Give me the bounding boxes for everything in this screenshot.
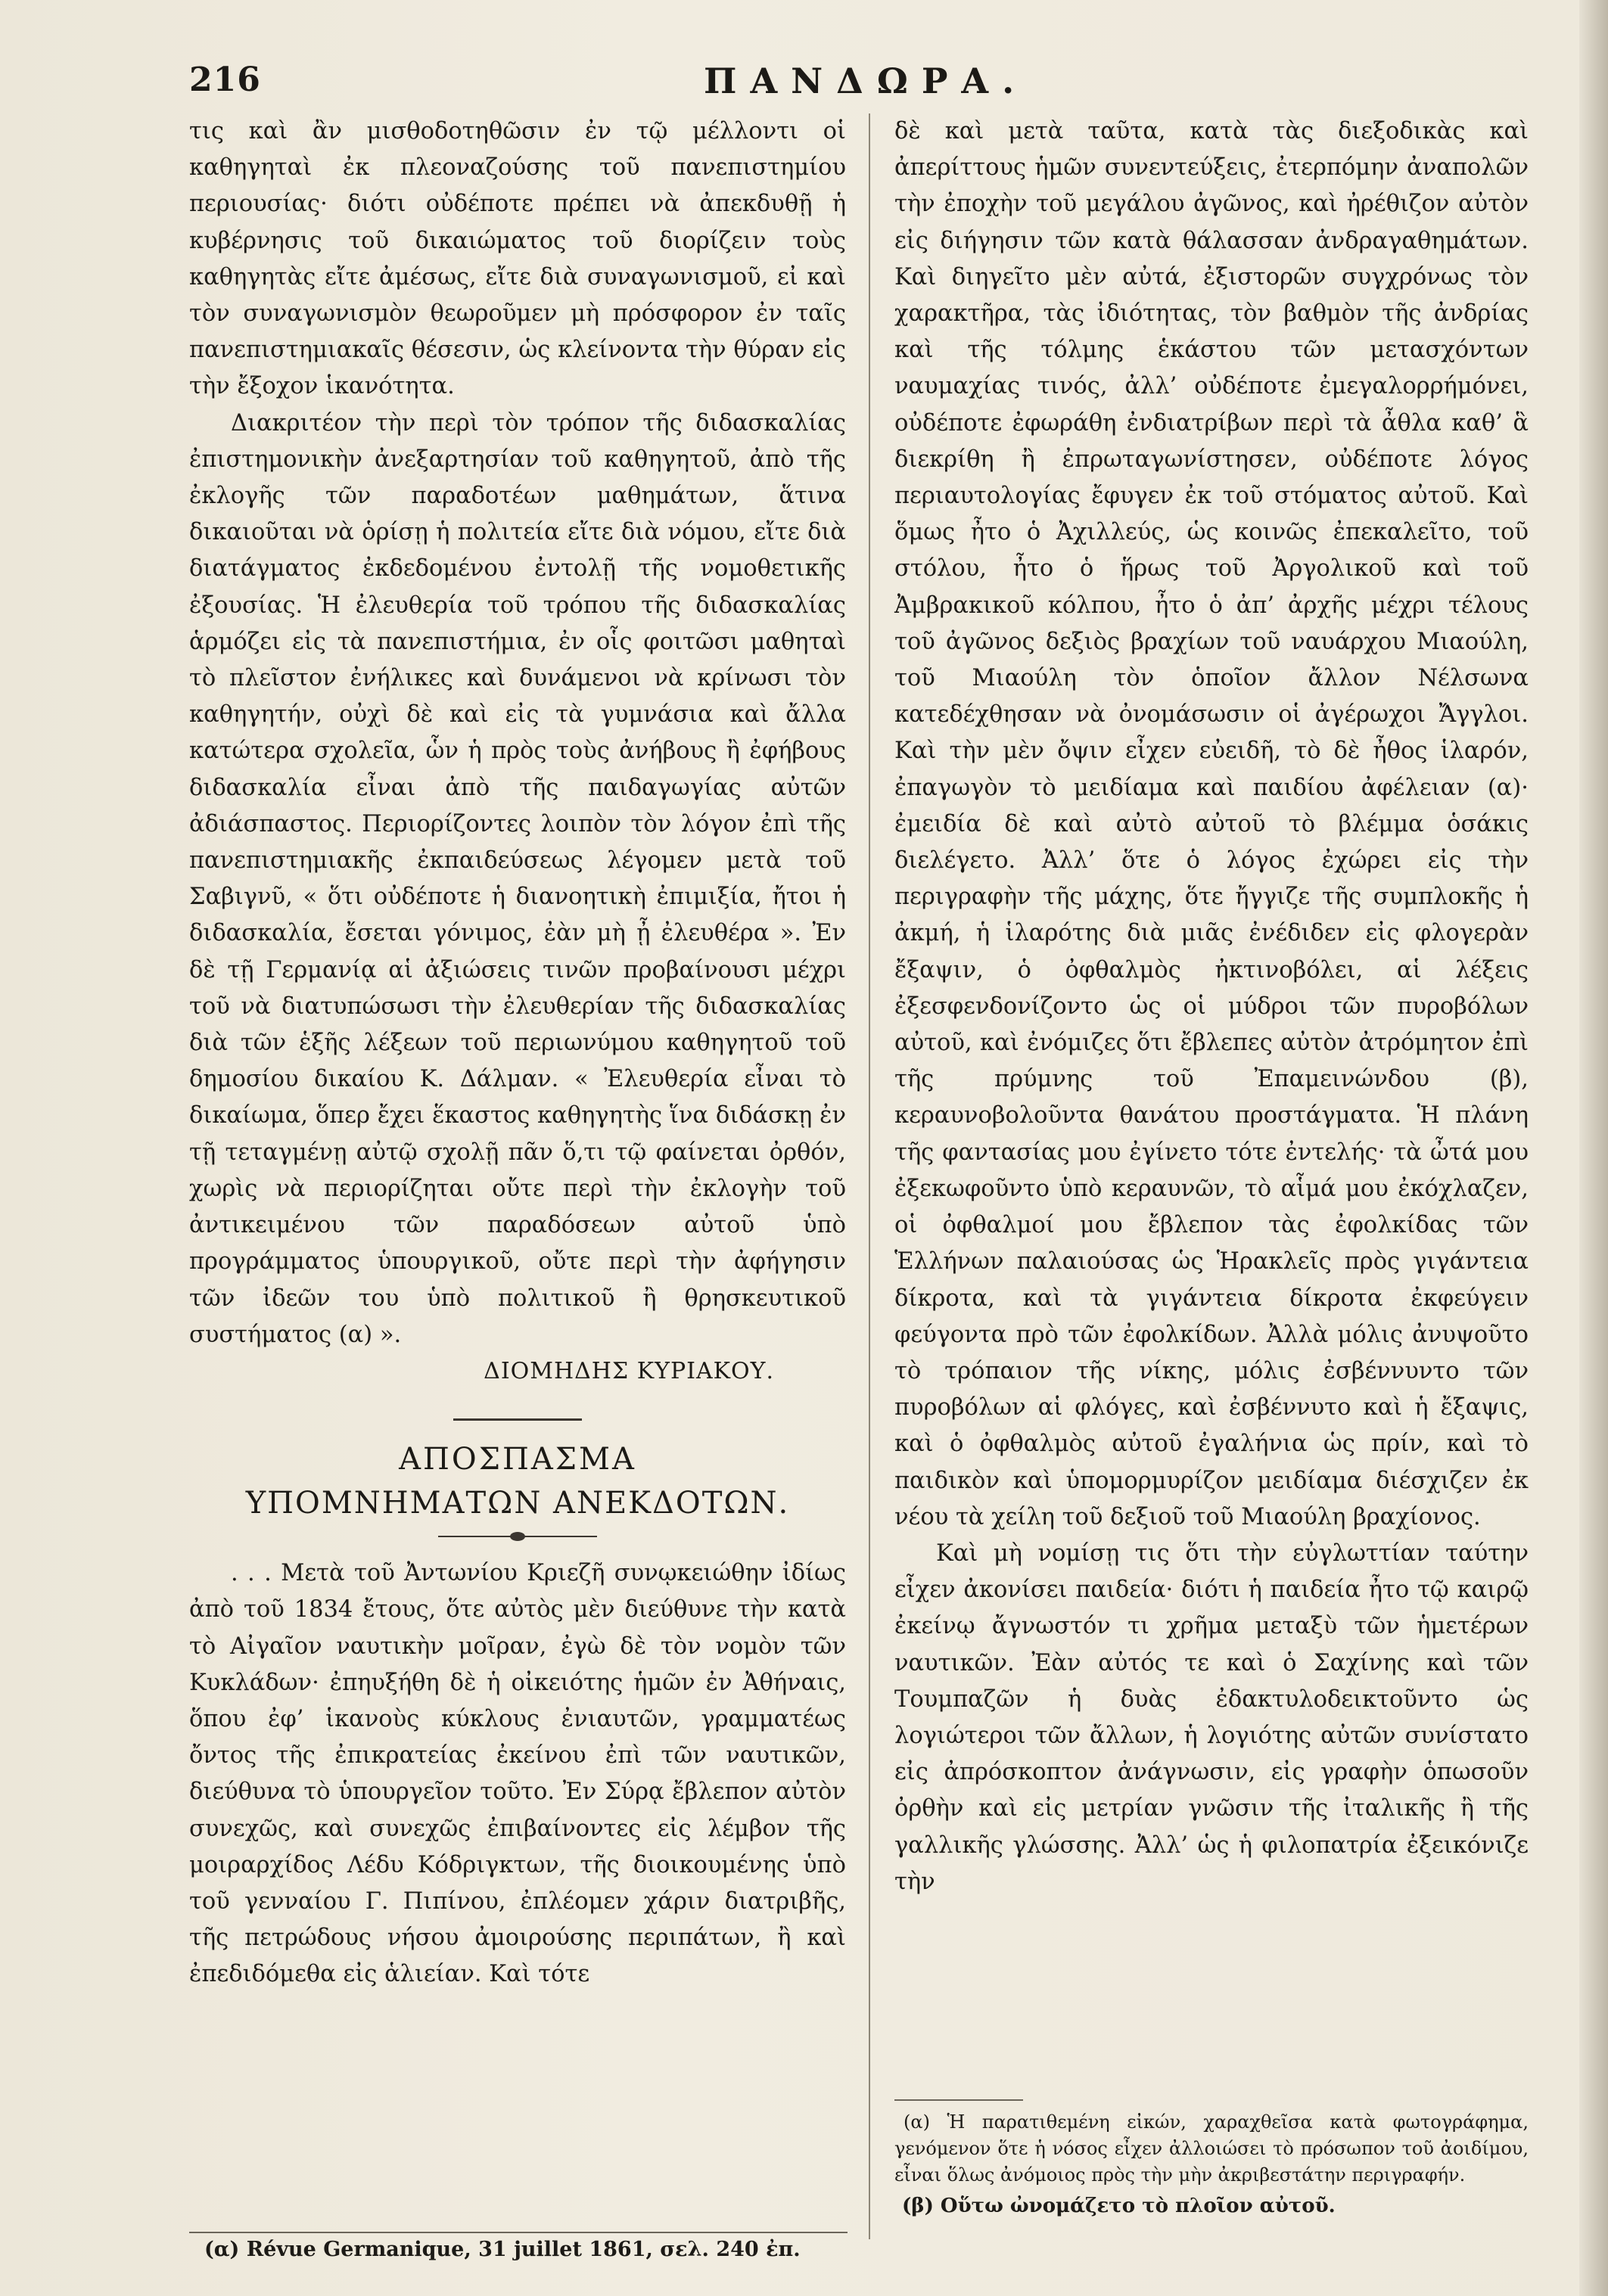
section-title-line1: ΑΠΟΣΠΑΣΜΑ [399,1442,636,1477]
footnote-rule-right [894,2099,1023,2101]
section-rule [453,1418,582,1421]
right-paragraph-1: δὲ καὶ μετὰ ταῦτα, κατὰ τὰς διεξοδικὰς καὶ ἀπερίττους ἡμῶν συνεντεύξεις, ἐτερπόμην ἀναπολῶν τὴν ἐποχὴν τοῦ μεγάλου ἀγῶνος, καὶ ἠρέθιζον αὐτὸν εἰς διήγησιν τῶν κατὰ θάλασσαν ἀνδραγαθημάτων. Καὶ διηγεῖτο μὲν αὐτά, ἐξιστορῶν συγχρόνως τὸν χαρακτῆρα, τὰς ἰδιότητας, τὸν βαθμὸν τῆς ἀνδρίας καὶ τῆς τόλμης ἑκάστου τῶν μετασχόντων ναυμαχίας τινός, ἀλλ’ οὐδέποτε ἐμεγαλορρήμόνει, οὐδέποτε ἐφωράθη ἐνδιατρίβων περὶ τὰ ἆθλα καθ’ ἃ διεκρίθη ἢ ἐπρωταγωνίστησεν, οὐδέποτε λόγος περιαυτολογίας ἔφυγεν ἐκ τοῦ στόματος αὐτοῦ. Καὶ ὅμως ἦτο ὁ Ἀχιλλεύς, ὡς κοινῶς ἐπεκαλεῖτο, τοῦ στόλου, ἦτο ὁ ἥρως τοῦ Ἀργολικοῦ καὶ τοῦ Ἀμβρακικοῦ κόλπου, ἦτο ὁ ἀπ’ ἀρχῆς μέχρι τέλους τοῦ ἀγῶνος δεξιὸς βραχίων τοῦ ναυάρχου Μιαούλη, τοῦ Μιαούλη τὸν ὁποῖον ἄλλον Νέλσωνα κατεδέχθησαν νὰ ὀνομάσωσιν οἱ ἀγέρωχοι Ἄγγλοι. Καὶ τὴν μὲν ὄψιν εἶχεν εὐειδῆ, τὸ δὲ ἦθος ἱλαρόν, ἐπαγωγὸν τὸ μειδίαμα καὶ παιδίου ἀφέλειαν (α)· ἐμειδία δὲ καὶ αὐτὸ αὐτοῦ τὸ βλέμμα ὁσάκις διελέγετο. Ἀλλ’ ὅτε ὁ λόγος ἐχώρει εἰς τὴν περιγραφὴν τῆς μάχης, ὅτε ἤγγιζε τῆς συμπλοκῆς ἡ ἀκμή, ἡ ἱλαρότης διὰ μιᾶς ἐνέδιδεν εἰς φλογερὰν ἔξαψιν, ὁ ὀφθαλμὸς ἠκτινοβόλει, αἱ λέξεις ἐξεσφενδονίζοντο ὡς οἱ μύδροι τῶν πυροβόλων αὐτοῦ, καὶ ἐνόμιζες ὅτι ἔβλεπες αὐτὸν ἀτρόμητον ἐπὶ τῆς πρύμνης τοῦ Ἐπαμεινώνδου (β), κεραυνοβολοῦντα θανάτου προστάγματα. Ἡ πλάνη τῆς φαντασίας μου ἐγίνετο τότε ἐντελής· τὰ ὦτά μου ἐξεκωφοῦντο ὑπὸ κεραυνῶν, τὸ αἷμά μου ἐκόχλαζεν, οἱ ὀφθαλμοί μου ἔβλεπον τὰς ἐφολκίδας τῶν Ἑλλήνων παλαιούσας ὡς Ἡρακλεῖς πρὸς γιγάντεια δίκροτα, καὶ τὰ γιγάντεια δίκροτα ἐκφεύγειν φεύγοντα πρὸ τῶν ἐφολκίδων. Ἀλλὰ μόλις ἀνυψοῦτο τὸ τρόπαιον τῆς νίκης, μόλις ἐσβέννυντο τῶν πυροβόλων αἱ φλόγες, καὶ ἐσβέννυτο καὶ ἡ ἔξαψις, καὶ ὁ ὀφθαλμὸς αὐτοῦ ἐγαλήνια ὡς πρίν, καὶ τὸ παιδικὸν καὶ ὑπομορμυρίζον μειδίαμα διέσχιζεν ἐκ νέου τὰ χείλη τοῦ δεξιοῦ τοῦ Μιαούλη βραχίονος. [894,118,1529,1530]
footnotes-right [894,2109,1529,2220]
right-column [894,113,1529,1900]
section-paragraph: . . . Μετὰ τοῦ Ἀντωνίου Κριεζῆ συνῳκειώθην ἰδίως ἀπὸ τοῦ 1834 ἔτους, ὅτε αὐτὸς μὲν διεύθυνε τὴν κατὰ τὸ Αἰγαῖον ναυτικὴν μοῖραν, ἐγὼ δὲ τὸν νομὸν τῶν Κυκλάδων· ἐπηυξήθη δὲ ἡ οἰκειότης ἡμῶν ἐν Ἀθήναις, ὅπου ἐφ’ ἱκανοὺς κύκλους ἐνιαυτῶν, γραμματέως ὄντος τῆς ἐπικρατείας ἐκείνου ἐπὶ τῶν ναυτικῶν, διεύθυνα τὸ ὑπουργεῖον τοῦτο. Ἐν Σύρᾳ ἔβλεπον αὐτὸν συνεχῶς, καὶ συνεχῶς ἐπιβαίνοντες εἰς λέμβον τῆς μοιραρχίδος Λέδυ Κόδριγκτων, τῆς διοικουμένης ὑπὸ τοῦ γενναίου Γ. Πιπίνου, ἐπλέομεν χάριν διατριβῆς, τῆς πετρώδους νήσου ἀμοιρούσης περιπάτων, ἢ καὶ ἐπεδιδόμεθα εἰς ἁλιείαν. Καὶ τότε [189,1560,846,1988]
page-header [189,61,1355,106]
ornament-divider [438,1531,597,1542]
left-column [189,113,846,1993]
left-paragraph-2: Διακριτέον τὴν περὶ τὸν τρόπον τῆς διδασκαλίας ἐπιστημονικὴν ἀνεξαρτησίαν τοῦ καθηγητοῦ, ἀπὸ τῆς ἐκλογῆς τῶν παραδοτέων μαθημάτων, ἅτινα δικαιοῦται νὰ ὁρίσῃ ἡ πολιτεία εἴτε διὰ νόμου, εἴτε διὰ διατάγματος ἐκδεδομένου ἐντολῇ τῆς νομοθετικῆς ἐξουσίας. Ἡ ἐλευθερία τοῦ τρόπου τῆς διδασκαλίας ἁρμόζει εἰς τὰ πανεπιστήμια, ἐν οἷς φοιτῶσι μαθηταὶ τὸ πλεῖστον ἐνήλικες καὶ δυνάμενοι νὰ κρίνωσι τὸν καθηγητήν, οὐχὶ δὲ καὶ εἰς τὰ γυμνάσια καὶ ἄλλα κατώτερα σχολεῖα, ὧν ἡ πρὸς τοὺς ἀνήβους ἢ ἐφήβους διδασκαλία εἶναι ἀπὸ τῆς παιδαγωγίας αὐτῶν ἀδιάσπαστος. Περιορίζοντες λοιπὸν τὸν λόγον ἐπὶ τῆς πανεπιστημιακῆς ἐκπαιδεύσεως λέγομεν μετὰ τοῦ Σαβιγνῦ, « ὅτι οὐδέποτε ἡ διανοητικὴ ἐπιμιξία, ἤτοι ἡ διδασκαλία, ἔσεται γόνιμος, ἐὰν μὴ ᾖ ἐλευθέρα ». Ἐν δὲ τῇ Γερμανίᾳ αἱ ἀξιώσεις τινῶν προβαίνουσι μέχρι τοῦ νὰ διατυπώσωσι τὴν ἐλευθερίαν τῆς διδασκαλίας διὰ τῶν ἑξῆς λέξεων τοῦ περιωνύμου καθηγητοῦ τοῦ δημοσίου δικαίου Κ. Δάλμαν. « Ἐλευθερία εἶναι τὸ δικαίωμα, ὅπερ ἔχει ἕκαστος καθηγητὴς ἵνα διδάσκῃ ἐν τῇ τεταγμένῃ αὐτῷ σχολῇ πᾶν ὅ,τι τῷ φαίνεται ὀρθόν, χωρὶς νὰ περιορίζηται οὔτε περὶ τὴν ἐκλογὴν τοῦ ἀντικειμένου τῶν παραδόσεων αὐτοῦ ὑπὸ προγράμματος ὑπουργικοῦ, οὔτε περὶ τὴν ἀφήγησιν τῶν ἰδεῶν του ὑπὸ πολιτικοῦ ἢ θρησκευτικοῦ συστήματος (α) ». [189,409,846,1348]
right-paragraph-2: Καὶ μὴ νομίσῃ τις ὅτι τὴν εὐγλωττίαν ταύτην εἶχεν ἀκονίσει παιδεία· διότι ἡ παιδεία ἦτο τῷ καιρῷ ἐκείνῳ ἄγνωστόν τι χρῆμα μεταξὺ τῶν ἡμετέρων ναυτικῶν. Ἐὰν αὐτός τε καὶ ὁ Σαχίνης καὶ τῶν Τουμπαζῶν ἡ δυὰς ἐδακτυλοδεικτοῦντο ὡς λογιώτεροι τῶν ἄλλων, ἡ λογιότης αὐτῶν συνίστατο εἰς ἀπρόσκοπτον ἀνάγνωσιν, εἰς γραφὴν ὁπωσοῦν ὀρθὴν καὶ εἰς μετρίαν γνῶσιν τῆς ἰταλικῆς ἢ τῆς γαλλικῆς γλώσσης. Ἀλλ’ ὡς ἡ φιλοπατρία ἐξεικόνιζε τὴν [894,1539,1529,1895]
journal-title: ΠΑΝΔΩΡΑ. [704,61,1028,101]
page-number: 216 [189,61,261,99]
footnote-b-right: (β) Οὕτω ὠνομάζετο τὸ πλοῖον αὐτοῦ. [902,2195,1336,2217]
column-divider [869,113,870,2239]
footnote-left: (α) Révue Germanique, 31 juillet 1861, σελ. 240 ἐπ. [204,2238,801,2261]
section-title-line2: ΥΠΟΜΝΗΜΑΤΩΝ ΑΝΕΚΔΟΤΩΝ. [245,1486,790,1521]
footnote-rule-left [189,2232,848,2233]
author-signature: ΔΙΟΜΗΔΗΣ ΚΥΡΙΑΚΟΥ. [484,1357,774,1384]
footnote-a-right: (α) Ἡ παρατιθεμένη εἰκών, χαραχθεῖσα κατὰ φωτογράφημα, γενόμενον ὅτε ἡ νόσος εἶχεν ἀλλοιώσει τὸ πρόσωπον τοῦ ἀοιδίμου, εἶναι ὅλως ἀνόμοιος πρὸς τὴν μὴν ἀκριβεστάτην περιγραφήν. [894,2111,1529,2186]
book-spine-edge [1579,0,1608,2296]
left-paragraph-1: τις καὶ ἂν μισθοδοτηθῶσιν ἐν τῷ μέλλοντι οἱ καθηγηταὶ ἐκ πλεοναζούσης τοῦ πανεπιστημίου περιουσίας· διότι οὐδέποτε πρέπει νὰ ἀπεκδυθῇ ἡ κυβέρνησις τοῦ δικαιώματος τοῦ διορίζειν τοὺς καθηγητὰς εἴτε ἀμέσως, εἴτε διὰ συναγωνισμοῦ, εἰ καὶ τὸν συναγωνισμὸν θεωροῦμεν μὴ πρόσφορον ἐν ταῖς πανεπιστημιακαῖς θέσεσιν, ὡς κλείνοντα τὴν θύραν εἰς τὴν ἔξοχον ἱκανότητα. [189,118,846,400]
